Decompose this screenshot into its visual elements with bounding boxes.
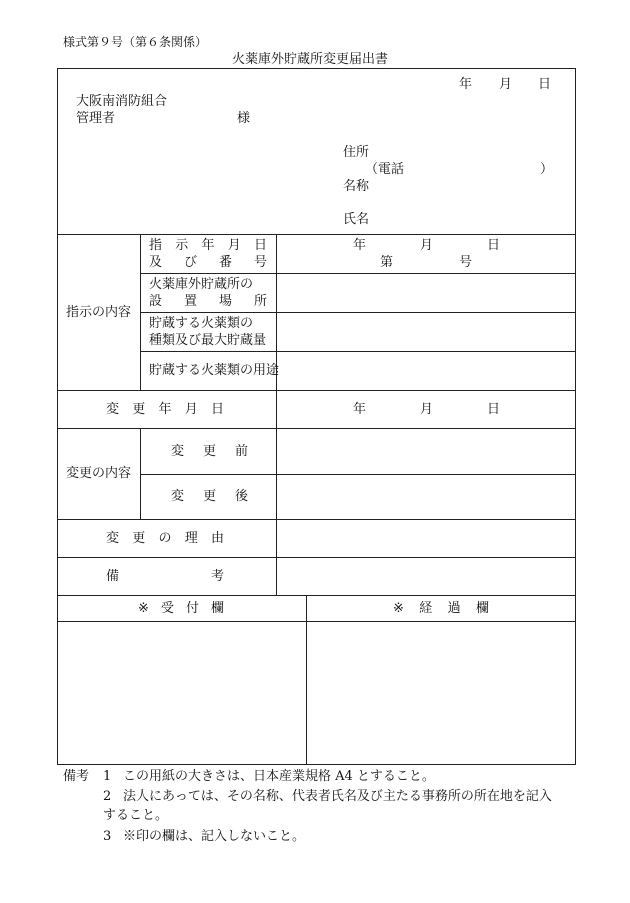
addressee-org: 大阪南消防組合 bbox=[76, 94, 168, 109]
change-date-month: 月 bbox=[420, 402, 434, 417]
frame-bottom bbox=[57, 764, 576, 765]
row-sep-8 bbox=[57, 519, 575, 520]
storage-location-line2: 設 置 場 所 bbox=[149, 294, 267, 309]
addressee-honorific: 様 bbox=[237, 111, 251, 126]
date-day-label: 日 bbox=[538, 77, 552, 92]
explosive-type-line2: 種類及び最大貯蔵量 bbox=[149, 333, 267, 348]
change-after-label: 変 更 後 bbox=[171, 489, 248, 504]
note-2-text: 法人にあっては、その名称、代表者氏名及び主たる事務所の所在地を記入 bbox=[123, 789, 552, 804]
applicant-person-label: 氏名 bbox=[343, 212, 370, 227]
change-section-label: 変更の内容 bbox=[66, 466, 132, 481]
col-sep-left-1 bbox=[140, 234, 141, 390]
progress-column-header: ※ 経 過 欄 bbox=[393, 601, 489, 616]
instruction-section-label: 指示の内容 bbox=[66, 305, 132, 320]
remarks-label: 備 考 bbox=[106, 569, 224, 584]
row-sep-1 bbox=[57, 234, 575, 235]
row-sep-5 bbox=[57, 390, 575, 391]
note-3-text: ※印の欄は、記入しないこと。 bbox=[123, 829, 306, 844]
instruction-date-number-line1: 指 示 年 月 日 bbox=[149, 238, 267, 253]
applicant-phone-open: （電話 bbox=[365, 162, 405, 177]
row-sep-6 bbox=[57, 428, 575, 429]
explosive-type-line1: 貯蔵する火薬類の bbox=[149, 316, 254, 331]
applicant-phone-close: ） bbox=[540, 162, 554, 177]
reception-column-header: ※ 受 付 欄 bbox=[138, 601, 224, 616]
date-month-label: 月 bbox=[499, 77, 513, 92]
row-sep-9 bbox=[57, 557, 575, 558]
instruction-number-suffix: 号 bbox=[459, 255, 473, 270]
instruction-date-day: 日 bbox=[487, 238, 501, 253]
change-date-label: 変 更 年 月 日 bbox=[106, 402, 224, 417]
col-sep-left-2 bbox=[140, 428, 141, 519]
explosive-purpose: 貯蔵する火薬類の用途 bbox=[149, 363, 280, 378]
date-year-label: 年 bbox=[459, 77, 473, 92]
frame-top bbox=[57, 68, 575, 69]
note-2-number: 2 bbox=[103, 789, 112, 804]
frame-right bbox=[575, 68, 576, 764]
note-2-text-continued: すること。 bbox=[103, 808, 169, 823]
applicant-address-label: 住所 bbox=[343, 145, 370, 160]
row-sep-10 bbox=[57, 595, 575, 596]
row-sep-11 bbox=[57, 621, 575, 622]
instruction-number-prefix: 第 bbox=[380, 255, 394, 270]
change-reason-label: 変 更 の 理 由 bbox=[106, 531, 224, 546]
col-sep-bottom bbox=[306, 595, 307, 764]
form-number: 様式第９号（第６条関係） bbox=[63, 35, 208, 49]
row-sep-2 bbox=[140, 273, 575, 274]
addressee-role: 管理者 bbox=[76, 111, 116, 126]
notes-label: 備考 bbox=[63, 769, 90, 784]
row-sep-3 bbox=[140, 312, 575, 313]
note-3-number: 3 bbox=[103, 829, 112, 844]
instruction-date-number-line2: 及 び 番 号 bbox=[149, 255, 267, 270]
applicant-name-label: 名称 bbox=[343, 179, 370, 194]
row-sep-7 bbox=[140, 474, 575, 475]
row-sep-4 bbox=[140, 351, 575, 352]
document-title: 火薬庫外貯蔵所変更届出書 bbox=[232, 52, 389, 67]
instruction-date-month: 月 bbox=[420, 238, 434, 253]
storage-location-line1: 火薬庫外貯蔵所の bbox=[149, 277, 254, 292]
change-before-label: 変 更 前 bbox=[171, 444, 248, 459]
change-date-year: 年 bbox=[353, 402, 367, 417]
frame-left bbox=[57, 68, 58, 764]
note-1-number: 1 bbox=[103, 769, 112, 784]
note-1-text: この用紙の大きさは、日本産業規格 A4 とすること。 bbox=[123, 769, 435, 784]
instruction-date-year: 年 bbox=[353, 238, 367, 253]
col-sep-value bbox=[276, 234, 277, 595]
change-date-day: 日 bbox=[487, 402, 501, 417]
